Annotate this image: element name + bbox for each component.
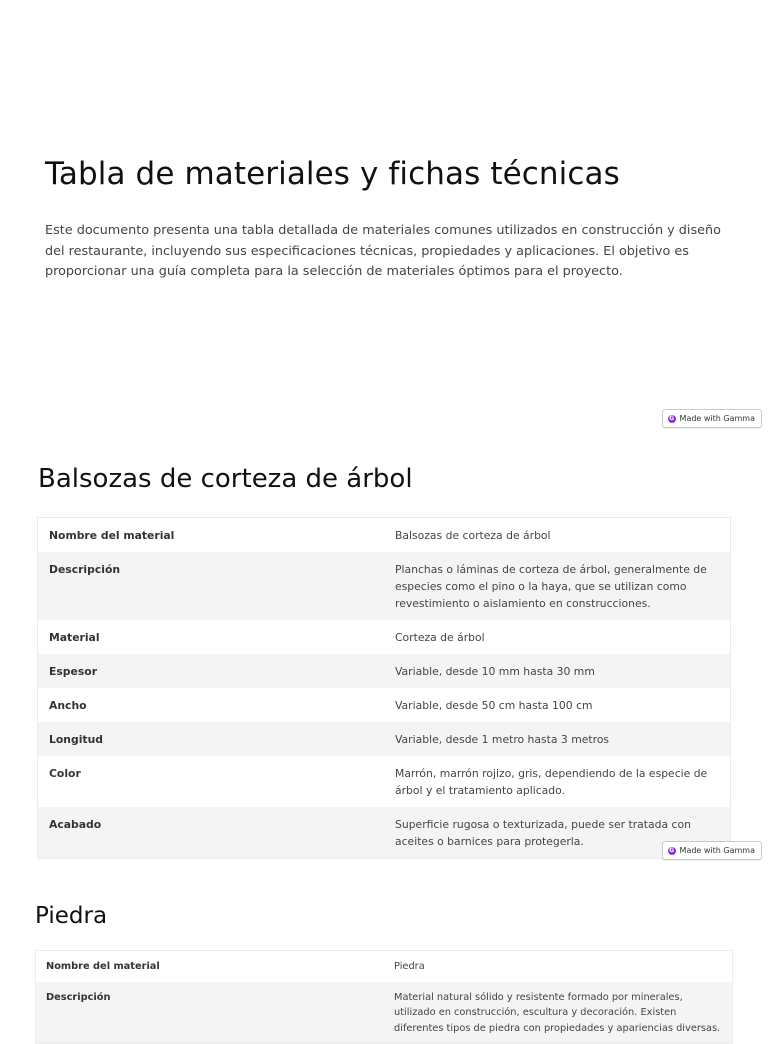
spec-key: Color [49,767,81,780]
spec-value: Piedra [394,961,425,972]
spec-value: Balsozas de corteza de árbol [395,529,551,542]
table-row [38,518,731,553]
spec-value: Planchas o láminas de corteza de árbol, generalmente de especies como el pino o la haya, que se utilizan como revestimiento o aislamiento en construcciones. [395,563,707,610]
spec-key: Nombre del material [46,961,160,972]
made-with-gamma-badge[interactable] [662,841,762,860]
table-row [36,982,733,1044]
material-spec-table [35,950,733,1044]
table-row [38,722,731,756]
spec-value: Marrón, marrón rojizo, gris, dependiendo de la especie de árbol y el tratamiento aplicado. [395,767,708,797]
material-spec-table [37,517,731,859]
badge-label: Made with Gamma [679,846,755,855]
spec-key: Nombre del material [49,529,175,542]
made-with-gamma-badge[interactable] [662,409,762,428]
spec-key: Longitud [49,733,103,746]
badge-label: Made with Gamma [679,414,755,423]
spec-value: Variable, desde 50 cm hasta 100 cm [395,699,593,712]
section-title: Piedra [35,903,108,929]
gamma-logo-icon: G [669,414,675,422]
spec-value: Superficie rugosa o texturizada, puede ser tratada con aceites o barnices para protegerla. [395,818,691,848]
table-row [38,620,731,654]
spec-key: Ancho [49,699,87,712]
spec-value: Variable, desde 10 mm hasta 30 mm [395,665,595,678]
spec-key: Descripción [49,563,121,576]
spec-value: Material natural sólido y resistente formado por minerales, utilizado en construcción, escultura y decoración. Existen diferentes tipos de piedra con propiedades y apariencias diversas. [394,991,721,1034]
spec-value: Variable, desde 1 metro hasta 3 metros [395,733,610,746]
document-intro: Este documento presenta una tabla detallada de materiales comunes utilizados en construcción y diseño del restaurante, incluyendo sus especificaciones técnicas, propiedades y aplicaciones. El objetivo es proporcionar una guía completa para la selección de materiales óptimos para el proyecto. [45,223,721,279]
gamma-logo-icon: G [669,846,675,854]
table-row [38,807,731,859]
document-title: Tabla de materiales y fichas técnicas [45,156,620,192]
spec-key: Acabado [49,818,102,831]
spec-value: Corteza de árbol [395,631,485,644]
spec-key: Descripción [46,991,111,1003]
spec-key: Material [49,631,100,644]
section-title: Balsozas de corteza de árbol [38,464,413,494]
spec-key: Espesor [49,665,98,678]
table-row [38,688,731,722]
table-row [36,951,733,982]
table-row [38,756,731,807]
table-row [38,654,731,688]
table-row [38,552,731,620]
